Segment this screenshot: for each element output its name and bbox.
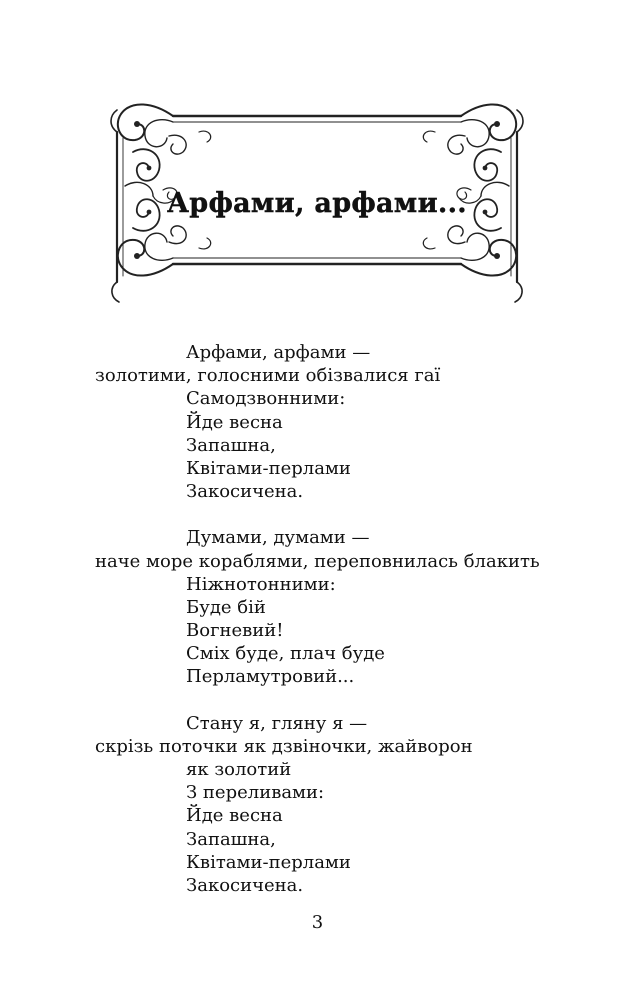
title-frame — [103, 92, 531, 310]
poem-line: скрізь поточки як дзвіночки, жайворон — [95, 735, 473, 757]
poem-line: Квітами-перлами — [186, 851, 351, 873]
poem-line: Перламутровий... — [186, 666, 355, 688]
poem-line: Йде весна — [186, 411, 283, 433]
poem-line: Закосичена. — [186, 874, 304, 896]
poem-line: Запашна, — [186, 828, 276, 850]
poem-line: Запашна, — [186, 434, 276, 456]
poem-line: золотими, голосними обізвалися гаї — [95, 365, 441, 387]
poem-line: наче море кораблями, переповнилась блакить — [95, 550, 540, 572]
poem-line: Думами, думами — — [186, 527, 370, 549]
stanza-break — [0, 689, 635, 712]
poem-line: Самодзвонними: — [186, 388, 346, 410]
poem-line: Квітами-перлами — [186, 457, 351, 479]
poem-line: Закосичена. — [186, 481, 304, 503]
poem-line: Стану я, гляну я — — [186, 712, 368, 734]
poem-line: Йде весна — [186, 805, 283, 827]
stanza-break — [0, 503, 635, 526]
page-number: 3 — [311, 912, 324, 933]
poem-body — [0, 341, 635, 897]
poem-line: як золотий — [186, 759, 292, 780]
poem-line: Ніжнотонними: — [186, 573, 336, 595]
poem-line: З переливами: — [186, 782, 325, 804]
poem-line: Вогневий! — [186, 620, 284, 642]
poem-title: Арфами, арфами... — [167, 187, 467, 219]
poem-line: Буде бій — [186, 596, 266, 618]
poem-line: Арфами, арфами — — [186, 342, 371, 363]
poem-line: Сміх буде, плач буде — [186, 643, 385, 665]
